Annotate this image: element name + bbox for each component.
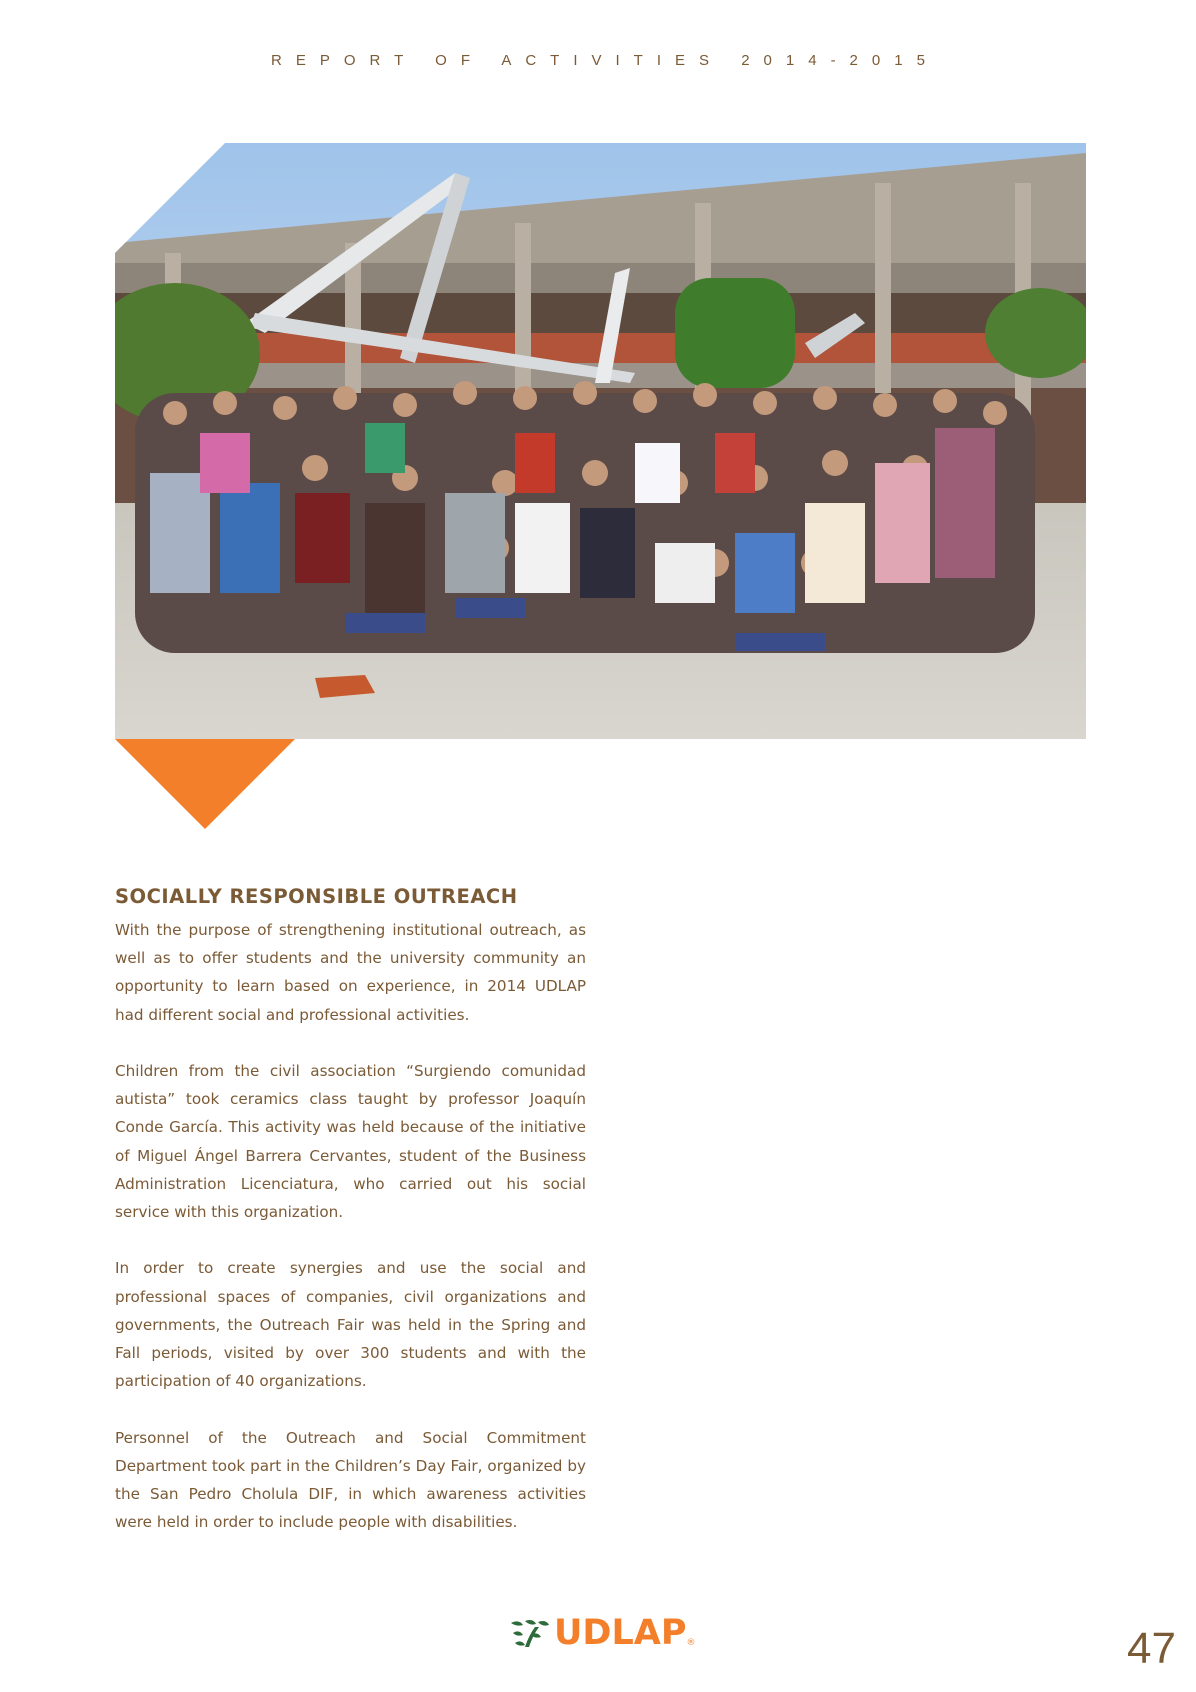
udlap-logo	[509, 1613, 696, 1653]
group-photo	[115, 143, 1086, 739]
udlap-leaf-icon	[509, 1619, 551, 1649]
paragraph: Children from the civil association “Surgiendo comunidad autista” took ceramics class taught by professor Joaquín Conde García. This activity was held because of the initiative of Miguel Ángel Barrera Cervantes, student of the Business Administration Licenciatura, who carried out his social service with this organization.	[115, 1062, 586, 1222]
paragraph: Personnel of the Outreach and Social Commitment Department took part in the Children’s Day Fair, organized by the San Pedro Cholula DIF, in which awareness activities were held in order to include people with disabilities.	[115, 1428, 586, 1532]
orange-triangle-accent	[115, 739, 295, 829]
registered-mark: ®	[686, 1638, 696, 1648]
logo-text: UDLAP	[554, 1613, 687, 1653]
page-number: 47	[1127, 1624, 1176, 1673]
section-heading: SOCIALLY RESPONSIBLE OUTREACH	[115, 885, 518, 908]
report-title: REPORT OF ACTIVITIES 2014-2015	[271, 52, 939, 69]
section-body	[115, 916, 586, 1565]
paragraph: In order to create synergies and use the social and professional spaces of companies, civil organizations and governments, the Outreach Fair was held in the Spring and Fall periods, visited by over 300 students and with the participation of 40 organizations.	[115, 1259, 586, 1391]
paragraph: With the purpose of strengthening institutional outreach, as well as to offer students and the university community an opportunity to learn based on experience, in 2014 UDLAP had different social and professional activities.	[115, 921, 586, 1024]
